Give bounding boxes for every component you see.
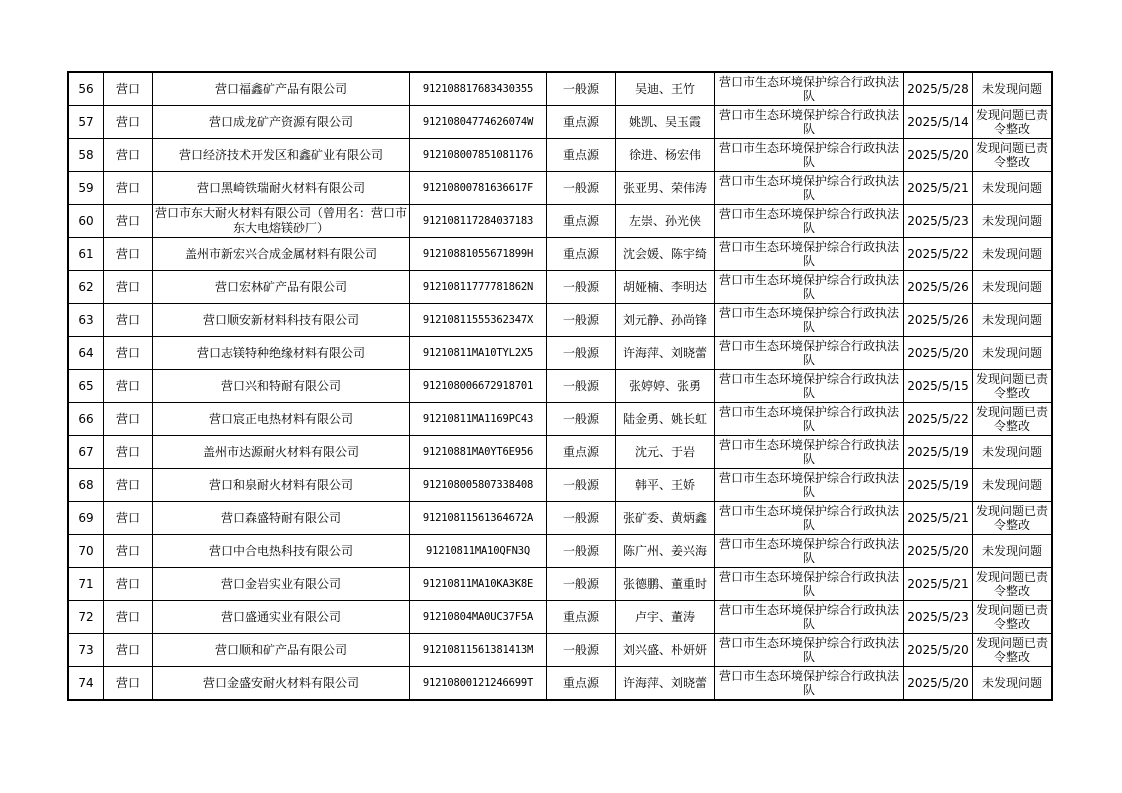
city-cell: 营口 xyxy=(104,502,153,535)
credit-code-cell: 91210804774626074W xyxy=(410,106,547,139)
result-cell: 发现问题已责令整改 xyxy=(973,139,1052,172)
credit-code-cell: 91210811555362347X xyxy=(410,304,547,337)
table-row xyxy=(69,370,1052,403)
row-number-cell: 65 xyxy=(69,370,104,403)
result-cell: 发现问题已责令整改 xyxy=(973,106,1052,139)
inspection-date-cell: 2025/5/22 xyxy=(904,238,973,271)
table-row xyxy=(69,403,1052,436)
source-type-cell: 重点源 xyxy=(547,601,616,634)
city-cell: 营口 xyxy=(104,304,153,337)
source-type-cell: 一般源 xyxy=(547,634,616,667)
source-type-cell: 重点源 xyxy=(547,139,616,172)
city-cell: 营口 xyxy=(104,106,153,139)
credit-code-cell: 912108007851081176 xyxy=(410,139,547,172)
department-cell: 营口市生态环境保护综合行政执法队 xyxy=(715,172,904,205)
source-type-cell: 一般源 xyxy=(547,73,616,106)
row-number-cell: 57 xyxy=(69,106,104,139)
company-name-cell: 营口中合电热科技有限公司 xyxy=(153,535,410,568)
table-row xyxy=(69,271,1052,304)
city-cell: 营口 xyxy=(104,172,153,205)
source-type-cell: 一般源 xyxy=(547,304,616,337)
inspectors-cell: 许海萍、刘晓蕾 xyxy=(616,667,715,700)
city-cell: 营口 xyxy=(104,139,153,172)
inspectors-cell: 陆金勇、姚长虹 xyxy=(616,403,715,436)
table-row xyxy=(69,106,1052,139)
department-cell: 营口市生态环境保护综合行政执法队 xyxy=(715,535,904,568)
source-type-cell: 一般源 xyxy=(547,370,616,403)
result-cell: 未发现问题 xyxy=(973,271,1052,304)
result-cell: 发现问题已责令整改 xyxy=(973,634,1052,667)
table-row xyxy=(69,469,1052,502)
credit-code-cell: 91210811561381413M xyxy=(410,634,547,667)
company-name-cell: 营口宏林矿产品有限公司 xyxy=(153,271,410,304)
department-cell: 营口市生态环境保护综合行政执法队 xyxy=(715,634,904,667)
inspection-date-cell: 2025/5/20 xyxy=(904,667,973,700)
row-number-cell: 71 xyxy=(69,568,104,601)
table-row xyxy=(69,502,1052,535)
result-cell: 发现问题已责令整改 xyxy=(973,601,1052,634)
department-cell: 营口市生态环境保护综合行政执法队 xyxy=(715,205,904,238)
result-cell: 未发现问题 xyxy=(973,337,1052,370)
department-cell: 营口市生态环境保护综合行政执法队 xyxy=(715,469,904,502)
inspectors-cell: 陈广州、姜兴海 xyxy=(616,535,715,568)
result-cell: 未发现问题 xyxy=(973,535,1052,568)
source-type-cell: 一般源 xyxy=(547,568,616,601)
result-cell: 发现问题已责令整改 xyxy=(973,568,1052,601)
department-cell: 营口市生态环境保护综合行政执法队 xyxy=(715,238,904,271)
credit-code-cell: 91210811MA10QFN3Q xyxy=(410,535,547,568)
row-number-cell: 64 xyxy=(69,337,104,370)
city-cell: 营口 xyxy=(104,403,153,436)
inspection-date-cell: 2025/5/21 xyxy=(904,172,973,205)
credit-code-cell: 91210811MA1169PC43 xyxy=(410,403,547,436)
inspection-date-cell: 2025/5/23 xyxy=(904,601,973,634)
inspectors-cell: 刘兴盛、朴妍妍 xyxy=(616,634,715,667)
department-cell: 营口市生态环境保护综合行政执法队 xyxy=(715,502,904,535)
city-cell: 营口 xyxy=(104,436,153,469)
inspection-date-cell: 2025/5/21 xyxy=(904,502,973,535)
source-type-cell: 一般源 xyxy=(547,337,616,370)
inspectors-cell: 卢宇、董涛 xyxy=(616,601,715,634)
inspectors-cell: 张亚男、荣伟涛 xyxy=(616,172,715,205)
company-name-cell: 营口经济技术开发区和鑫矿业有限公司 xyxy=(153,139,410,172)
inspection-date-cell: 2025/5/20 xyxy=(904,535,973,568)
result-cell: 发现问题已责令整改 xyxy=(973,403,1052,436)
city-cell: 营口 xyxy=(104,469,153,502)
department-cell: 营口市生态环境保护综合行政执法队 xyxy=(715,337,904,370)
credit-code-cell: 91210811777781862N xyxy=(410,271,547,304)
result-cell: 未发现问题 xyxy=(973,205,1052,238)
row-number-cell: 70 xyxy=(69,535,104,568)
credit-code-cell: 91210811MA10TYL2X5 xyxy=(410,337,547,370)
inspection-table xyxy=(68,72,1052,700)
city-cell: 营口 xyxy=(104,205,153,238)
table-row xyxy=(69,634,1052,667)
inspection-date-cell: 2025/5/19 xyxy=(904,436,973,469)
row-number-cell: 68 xyxy=(69,469,104,502)
credit-code-cell: 91210881055671899H xyxy=(410,238,547,271)
inspectors-cell: 张矿委、黄炳鑫 xyxy=(616,502,715,535)
row-number-cell: 74 xyxy=(69,667,104,700)
company-name-cell: 营口盛通实业有限公司 xyxy=(153,601,410,634)
city-cell: 营口 xyxy=(104,271,153,304)
inspectors-cell: 吴迪、王竹 xyxy=(616,73,715,106)
table-row xyxy=(69,667,1052,700)
city-cell: 营口 xyxy=(104,535,153,568)
inspectors-cell: 沈会媛、陈宇绮 xyxy=(616,238,715,271)
result-cell: 未发现问题 xyxy=(973,73,1052,106)
inspectors-cell: 姚凯、吴玉霞 xyxy=(616,106,715,139)
inspection-date-cell: 2025/5/15 xyxy=(904,370,973,403)
inspectors-cell: 刘元静、孙尚锋 xyxy=(616,304,715,337)
inspection-date-cell: 2025/5/22 xyxy=(904,403,973,436)
credit-code-cell: 912108117284037183 xyxy=(410,205,547,238)
table-row xyxy=(69,205,1052,238)
inspectors-cell: 许海萍、刘晓蕾 xyxy=(616,337,715,370)
company-name-cell: 营口和泉耐火材料有限公司 xyxy=(153,469,410,502)
row-number-cell: 72 xyxy=(69,601,104,634)
department-cell: 营口市生态环境保护综合行政执法队 xyxy=(715,568,904,601)
department-cell: 营口市生态环境保护综合行政执法队 xyxy=(715,73,904,106)
table-row xyxy=(69,601,1052,634)
result-cell: 未发现问题 xyxy=(973,304,1052,337)
table-body xyxy=(69,73,1052,700)
result-cell: 未发现问题 xyxy=(973,667,1052,700)
company-name-cell: 盖州市达源耐火材料有限公司 xyxy=(153,436,410,469)
row-number-cell: 60 xyxy=(69,205,104,238)
source-type-cell: 一般源 xyxy=(547,502,616,535)
result-cell: 未发现问题 xyxy=(973,436,1052,469)
inspectors-cell: 胡娅楠、李明达 xyxy=(616,271,715,304)
credit-code-cell: 91210811561364672A xyxy=(410,502,547,535)
inspection-date-cell: 2025/5/28 xyxy=(904,73,973,106)
inspection-date-cell: 2025/5/19 xyxy=(904,469,973,502)
credit-code-cell: 912108006672918701 xyxy=(410,370,547,403)
department-cell: 营口市生态环境保护综合行政执法队 xyxy=(715,601,904,634)
result-cell: 未发现问题 xyxy=(973,172,1052,205)
row-number-cell: 73 xyxy=(69,634,104,667)
credit-code-cell: 912108817683430355 xyxy=(410,73,547,106)
row-number-cell: 66 xyxy=(69,403,104,436)
inspection-date-cell: 2025/5/20 xyxy=(904,634,973,667)
inspection-date-cell: 2025/5/26 xyxy=(904,271,973,304)
source-type-cell: 一般源 xyxy=(547,172,616,205)
company-name-cell: 营口金盛安耐火材料有限公司 xyxy=(153,667,410,700)
table-row xyxy=(69,172,1052,205)
city-cell: 营口 xyxy=(104,667,153,700)
department-cell: 营口市生态环境保护综合行政执法队 xyxy=(715,436,904,469)
row-number-cell: 58 xyxy=(69,139,104,172)
city-cell: 营口 xyxy=(104,370,153,403)
credit-code-cell: 91210811MA10KA3K8E xyxy=(410,568,547,601)
department-cell: 营口市生态环境保护综合行政执法队 xyxy=(715,139,904,172)
company-name-cell: 营口宸正电热材料有限公司 xyxy=(153,403,410,436)
table-row xyxy=(69,304,1052,337)
row-number-cell: 59 xyxy=(69,172,104,205)
source-type-cell: 重点源 xyxy=(547,667,616,700)
source-type-cell: 一般源 xyxy=(547,271,616,304)
table-row xyxy=(69,568,1052,601)
inspectors-cell: 张婷婷、张勇 xyxy=(616,370,715,403)
credit-code-cell: 912108005807338408 xyxy=(410,469,547,502)
department-cell: 营口市生态环境保护综合行政执法队 xyxy=(715,271,904,304)
credit-code-cell: 91210881MA0YT6E956 xyxy=(410,436,547,469)
source-type-cell: 一般源 xyxy=(547,469,616,502)
company-name-cell: 营口顺安新材料科技有限公司 xyxy=(153,304,410,337)
city-cell: 营口 xyxy=(104,73,153,106)
inspection-date-cell: 2025/5/21 xyxy=(904,568,973,601)
credit-code-cell: 91210804MA0UC37F5A xyxy=(410,601,547,634)
row-number-cell: 63 xyxy=(69,304,104,337)
credit-code-cell: 91210800121246699T xyxy=(410,667,547,700)
city-cell: 营口 xyxy=(104,634,153,667)
inspectors-cell: 张德鹏、董重时 xyxy=(616,568,715,601)
company-name-cell: 营口福鑫矿产品有限公司 xyxy=(153,73,410,106)
source-type-cell: 重点源 xyxy=(547,205,616,238)
department-cell: 营口市生态环境保护综合行政执法队 xyxy=(715,106,904,139)
inspection-date-cell: 2025/5/14 xyxy=(904,106,973,139)
department-cell: 营口市生态环境保护综合行政执法队 xyxy=(715,304,904,337)
inspection-date-cell: 2025/5/20 xyxy=(904,337,973,370)
row-number-cell: 67 xyxy=(69,436,104,469)
inspectors-cell: 韩平、王娇 xyxy=(616,469,715,502)
credit-code-cell: 91210800781636617F xyxy=(410,172,547,205)
source-type-cell: 重点源 xyxy=(547,436,616,469)
company-name-cell: 营口顺和矿产品有限公司 xyxy=(153,634,410,667)
city-cell: 营口 xyxy=(104,238,153,271)
inspectors-cell: 徐进、杨宏伟 xyxy=(616,139,715,172)
company-name-cell: 营口市东大耐火材料有限公司（曾用名：营口市东大电熔镁砂厂） xyxy=(153,205,410,238)
row-number-cell: 69 xyxy=(69,502,104,535)
result-cell: 未发现问题 xyxy=(973,469,1052,502)
row-number-cell: 62 xyxy=(69,271,104,304)
company-name-cell: 营口志镁特种绝缘材料有限公司 xyxy=(153,337,410,370)
company-name-cell: 营口黑崎铁瑞耐火材料有限公司 xyxy=(153,172,410,205)
city-cell: 营口 xyxy=(104,568,153,601)
company-name-cell: 营口兴和特耐有限公司 xyxy=(153,370,410,403)
inspection-date-cell: 2025/5/26 xyxy=(904,304,973,337)
table-row xyxy=(69,139,1052,172)
department-cell: 营口市生态环境保护综合行政执法队 xyxy=(715,403,904,436)
result-cell: 未发现问题 xyxy=(973,238,1052,271)
inspection-date-cell: 2025/5/20 xyxy=(904,139,973,172)
inspectors-cell: 沈元、于岩 xyxy=(616,436,715,469)
company-name-cell: 盖州市新宏兴合成金属材料有限公司 xyxy=(153,238,410,271)
result-cell: 发现问题已责令整改 xyxy=(973,370,1052,403)
inspectors-cell: 左崇、孙光侠 xyxy=(616,205,715,238)
table-row xyxy=(69,337,1052,370)
row-number-cell: 61 xyxy=(69,238,104,271)
city-cell: 营口 xyxy=(104,337,153,370)
inspection-date-cell: 2025/5/23 xyxy=(904,205,973,238)
table-row xyxy=(69,73,1052,106)
department-cell: 营口市生态环境保护综合行政执法队 xyxy=(715,370,904,403)
source-type-cell: 一般源 xyxy=(547,403,616,436)
source-type-cell: 重点源 xyxy=(547,238,616,271)
source-type-cell: 一般源 xyxy=(547,535,616,568)
table-row xyxy=(69,535,1052,568)
company-name-cell: 营口成龙矿产资源有限公司 xyxy=(153,106,410,139)
table-row xyxy=(69,238,1052,271)
company-name-cell: 营口森盛特耐有限公司 xyxy=(153,502,410,535)
company-name-cell: 营口金岩实业有限公司 xyxy=(153,568,410,601)
row-number-cell: 56 xyxy=(69,73,104,106)
result-cell: 发现问题已责令整改 xyxy=(973,502,1052,535)
table-row xyxy=(69,436,1052,469)
department-cell: 营口市生态环境保护综合行政执法队 xyxy=(715,667,904,700)
source-type-cell: 重点源 xyxy=(547,106,616,139)
city-cell: 营口 xyxy=(104,601,153,634)
